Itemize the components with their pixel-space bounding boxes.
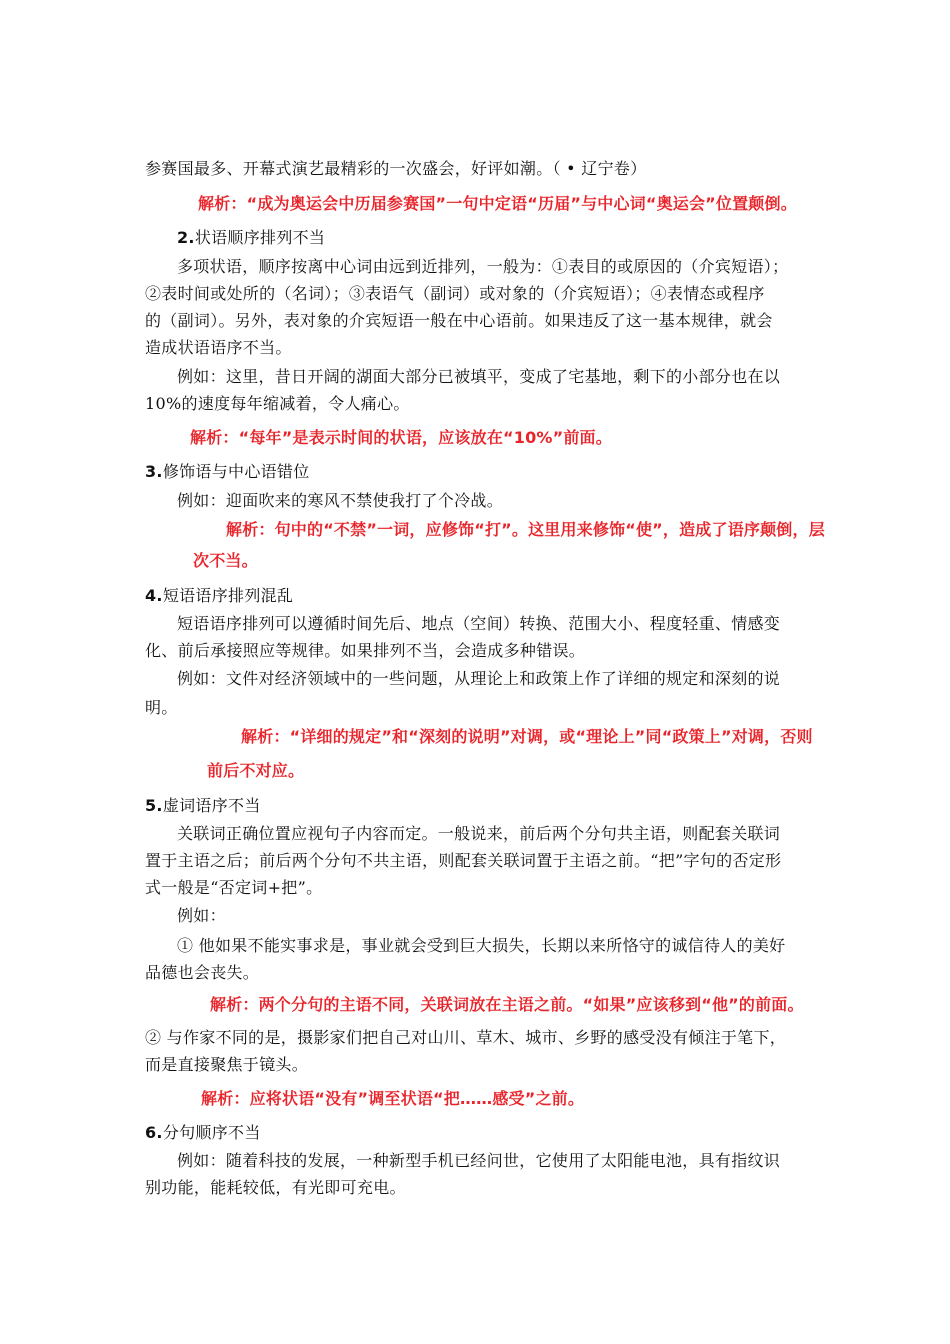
paragraph-line: 置于主语之后；前后两个分句不共主语，则配套关联词置于主语之前。“把”字句的否定形 xyxy=(145,851,782,870)
paragraph-line: 而是直接聚焦于镜头。 xyxy=(145,1055,309,1074)
analysis-note: 解析：句中的“不禁”一词，应修饰“打”。这里用来修饰“使”，造成了语序颠倒，层 xyxy=(226,520,825,539)
section-title: 状语顺序排列不当 xyxy=(194,228,326,247)
section-number: 2. xyxy=(177,228,195,247)
section-heading xyxy=(145,585,293,607)
section-number: 5. xyxy=(145,796,163,815)
paragraph-line: 造成状语语序不当。 xyxy=(145,338,292,357)
paragraph-line: 的（副词）。另外，表对象的介宾短语一般在中心语前。如果违反了这一基本规律，就会 xyxy=(145,311,773,330)
section-number: 3. xyxy=(145,462,163,481)
analysis-note: 解析：“每年”是表示时间的状语，应该放在“10%”前面。 xyxy=(190,428,612,447)
paragraph-line: 例如：迎面吹来的寒风不禁使我打了个冷战。 xyxy=(177,491,504,510)
paragraph-line: 例如：随着科技的发展，一种新型手机已经问世，它使用了太阳能电池，具有指纹识 xyxy=(177,1151,781,1170)
paragraph-line: 关联词正确位置应视句子内容而定。一般说来，前后两个分句共主语，则配套关联词 xyxy=(177,824,781,843)
section-heading xyxy=(145,1122,261,1144)
paragraph-line: ① 他如果不能实事求是，事业就会受到巨大损失，长期以来所恪守的诚信待人的美好 xyxy=(177,936,786,955)
section-title: 短语语序排列混乱 xyxy=(162,586,294,605)
paragraph-line: 参赛国最多、开幕式演艺最精彩的一次盛会，好评如潮。（ • 辽宁卷） xyxy=(145,159,647,178)
paragraph-line: ② 与作家不同的是，摄影家们把自己对山川、草木、城市、乡野的感受没有倾注于笔下， xyxy=(145,1028,787,1047)
paragraph-line: 品德也会丧失。 xyxy=(145,963,260,982)
section-title: 修饰语与中心语错位 xyxy=(162,462,310,481)
analysis-note: 解析：两个分句的主语不同，关联词放在主语之前。“如果”应该移到“他”的前面。 xyxy=(210,995,804,1014)
paragraph-line: 短语语序排列可以遵循时间先后、地点（空间）转换、范围大小、程度轻重、情感变 xyxy=(177,614,781,633)
paragraph-line: 例如：文件对经济领域中的一些问题，从理论上和政策上作了详细的规定和深刻的说 xyxy=(177,669,781,688)
paragraph-line: 例如： xyxy=(177,906,226,925)
paragraph-line: 多项状语，顺序按离中心词由远到近排列，一般为：①表目的或原因的（介宾短语）； xyxy=(177,257,789,276)
analysis-note: 次不当。 xyxy=(193,551,258,570)
analysis-note: 解析：应将状语“没有”调至状语“把……感受”之前。 xyxy=(201,1089,585,1108)
section-title: 虚词语序不当 xyxy=(162,796,261,815)
section-heading xyxy=(177,227,325,249)
section-heading xyxy=(145,461,310,483)
analysis-note: 前后不对应。 xyxy=(207,761,305,780)
analysis-note: 解析：“成为奥运会中历届参赛国”一句中定语“历届”与中心词“奥运会”位置颠倒。 xyxy=(198,194,797,213)
section-title: 分句顺序不当 xyxy=(162,1123,261,1142)
paragraph-line: 例如：这里，昔日开阔的湖面大部分已被填平，变成了宅基地，剩下的小部分也在以 xyxy=(177,367,781,386)
paragraph-line: 化、前后承接照应等规律。如果排列不当，会造成多种错误。 xyxy=(145,641,586,660)
analysis-note: 解析：“详细的规定”和“深刻的说明”对调，或“理论上”同“政策上”对调，否则 xyxy=(241,727,813,746)
section-number: 6. xyxy=(145,1123,163,1142)
section-number: 4. xyxy=(145,586,163,605)
paragraph-line: 式一般是“否定词+把”。 xyxy=(145,878,323,897)
paragraph-line: 10%的速度每年缩减着，令人痛心。 xyxy=(145,394,410,413)
paragraph-line: ②表时间或处所的（名词）；③表语气（副词）或对象的（介宾短语）；④表情态或程序 xyxy=(145,284,765,303)
paragraph-line: 明。 xyxy=(145,698,178,717)
paragraph-line: 别功能，能耗较低，有光即可充电。 xyxy=(145,1178,406,1197)
section-heading xyxy=(145,795,261,817)
